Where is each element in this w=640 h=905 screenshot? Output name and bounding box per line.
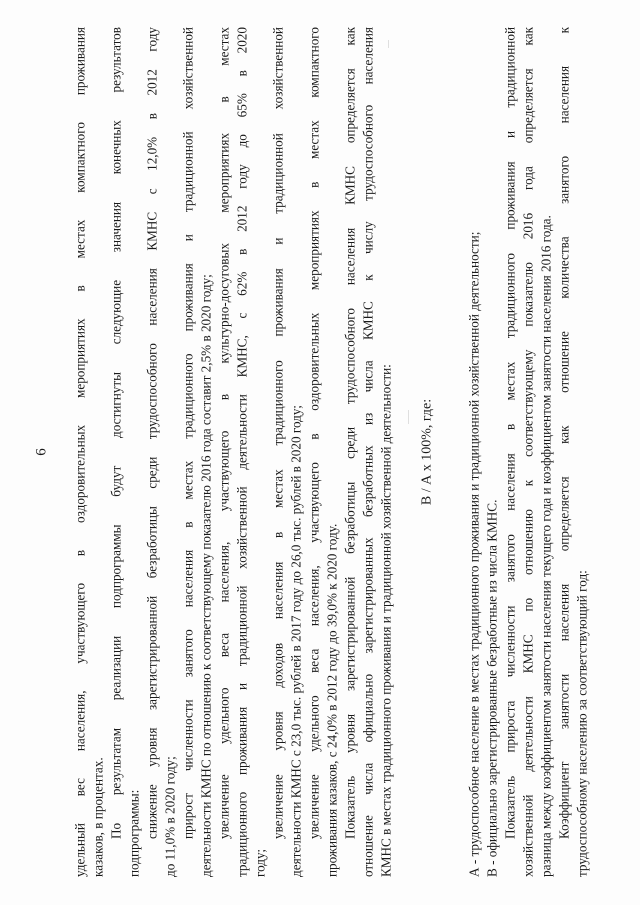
text-line: году; <box>252 848 268 877</box>
text-line: снижение уровня зарегистрированной безработицы среди трудоспособного населения КМНС с 12,0% в 2012 году <box>144 27 160 839</box>
text-line: увеличение уровня доходов населения в местах традиционного проживания и традиционной хозяйственной <box>270 27 286 839</box>
text-line: увеличение удельного веса населения, участвующего в оздоровительных мероприятиях в местах компактного <box>306 27 322 839</box>
text-line: удельный вес населения, участвующего в оздоровительных мероприятиях в местах компактного проживания <box>72 27 88 877</box>
text-line: А - трудоспособное население в местах традиционного проживания и традиционной хозяйственной деятельности; <box>466 231 482 877</box>
text-line: КМНС в местах традиционного проживания и традиционной хозяйственной деятельности: <box>378 364 394 877</box>
text-line: трудоспособному населению за соответствующий год: <box>574 570 590 877</box>
scan-artifact <box>408 410 409 424</box>
text-line: традиционного проживания и традиционной хозяйственной деятельности КМНС, с 62% в 2012 году до 65% в 2020 <box>234 27 250 877</box>
text-line: отношение числа официально зарегистрированных безработных из числа КМНС к числу трудоспособного населения <box>360 27 376 877</box>
text-line: прирост численности занятого населения в местах традиционного проживания и традиционной хозяйственной <box>180 27 196 839</box>
text-line: В - официально зарегистрированные безработные из числа КМНС. <box>484 499 500 877</box>
text-line: подпрограммы: <box>126 789 142 877</box>
text-line: По результатам реализации подпрограммы будут достигнуты следующие значения конечных результатов <box>108 27 124 839</box>
text-line: проживания казаков, с 24,0% в 2012 году до 39,0% к 2020 году. <box>324 523 340 877</box>
rotated-text-block <box>28 27 613 877</box>
text-line: до 11,0% в 2020 году; <box>162 756 178 877</box>
page-number: 6 <box>33 448 50 456</box>
text-line: Показатель уровня зарегистрированной безработицы среди трудоспособного населения КМНС определяется как <box>342 27 358 839</box>
text-line: хозяйственной деятельности КМНС по отношению к соответствующему показателю 2016 года определяется как <box>520 27 536 877</box>
scan-artifact <box>388 40 389 48</box>
text-line: казаков, в процентах. <box>90 757 106 877</box>
text-line: разница между коэффициентом занятости населения текущего года и коэффициентом занятости населения 2016 года. <box>538 215 554 877</box>
text-line: Показатель прироста численности занятого населения в местах традиционного проживания и традиционной <box>502 27 518 839</box>
text-line: увеличение удельного веса населения, участвующего в культурно-досуговых мероприятиях в местах <box>216 27 232 839</box>
formula: В / А х 100%, где: <box>419 398 435 506</box>
text-line: Коэффициент занятости населения определяется как отношение количества занятого населения к <box>556 27 572 839</box>
text-line: деятельности КМНС по отношению к соответствующему показателю 2016 года составит 2,5% в 2020 году; <box>198 274 214 877</box>
text-line: деятельности КМНС с 23,0 тыс. рублей в 2017 году до 26,0 тыс. рублей в 2020 году; <box>288 405 304 877</box>
